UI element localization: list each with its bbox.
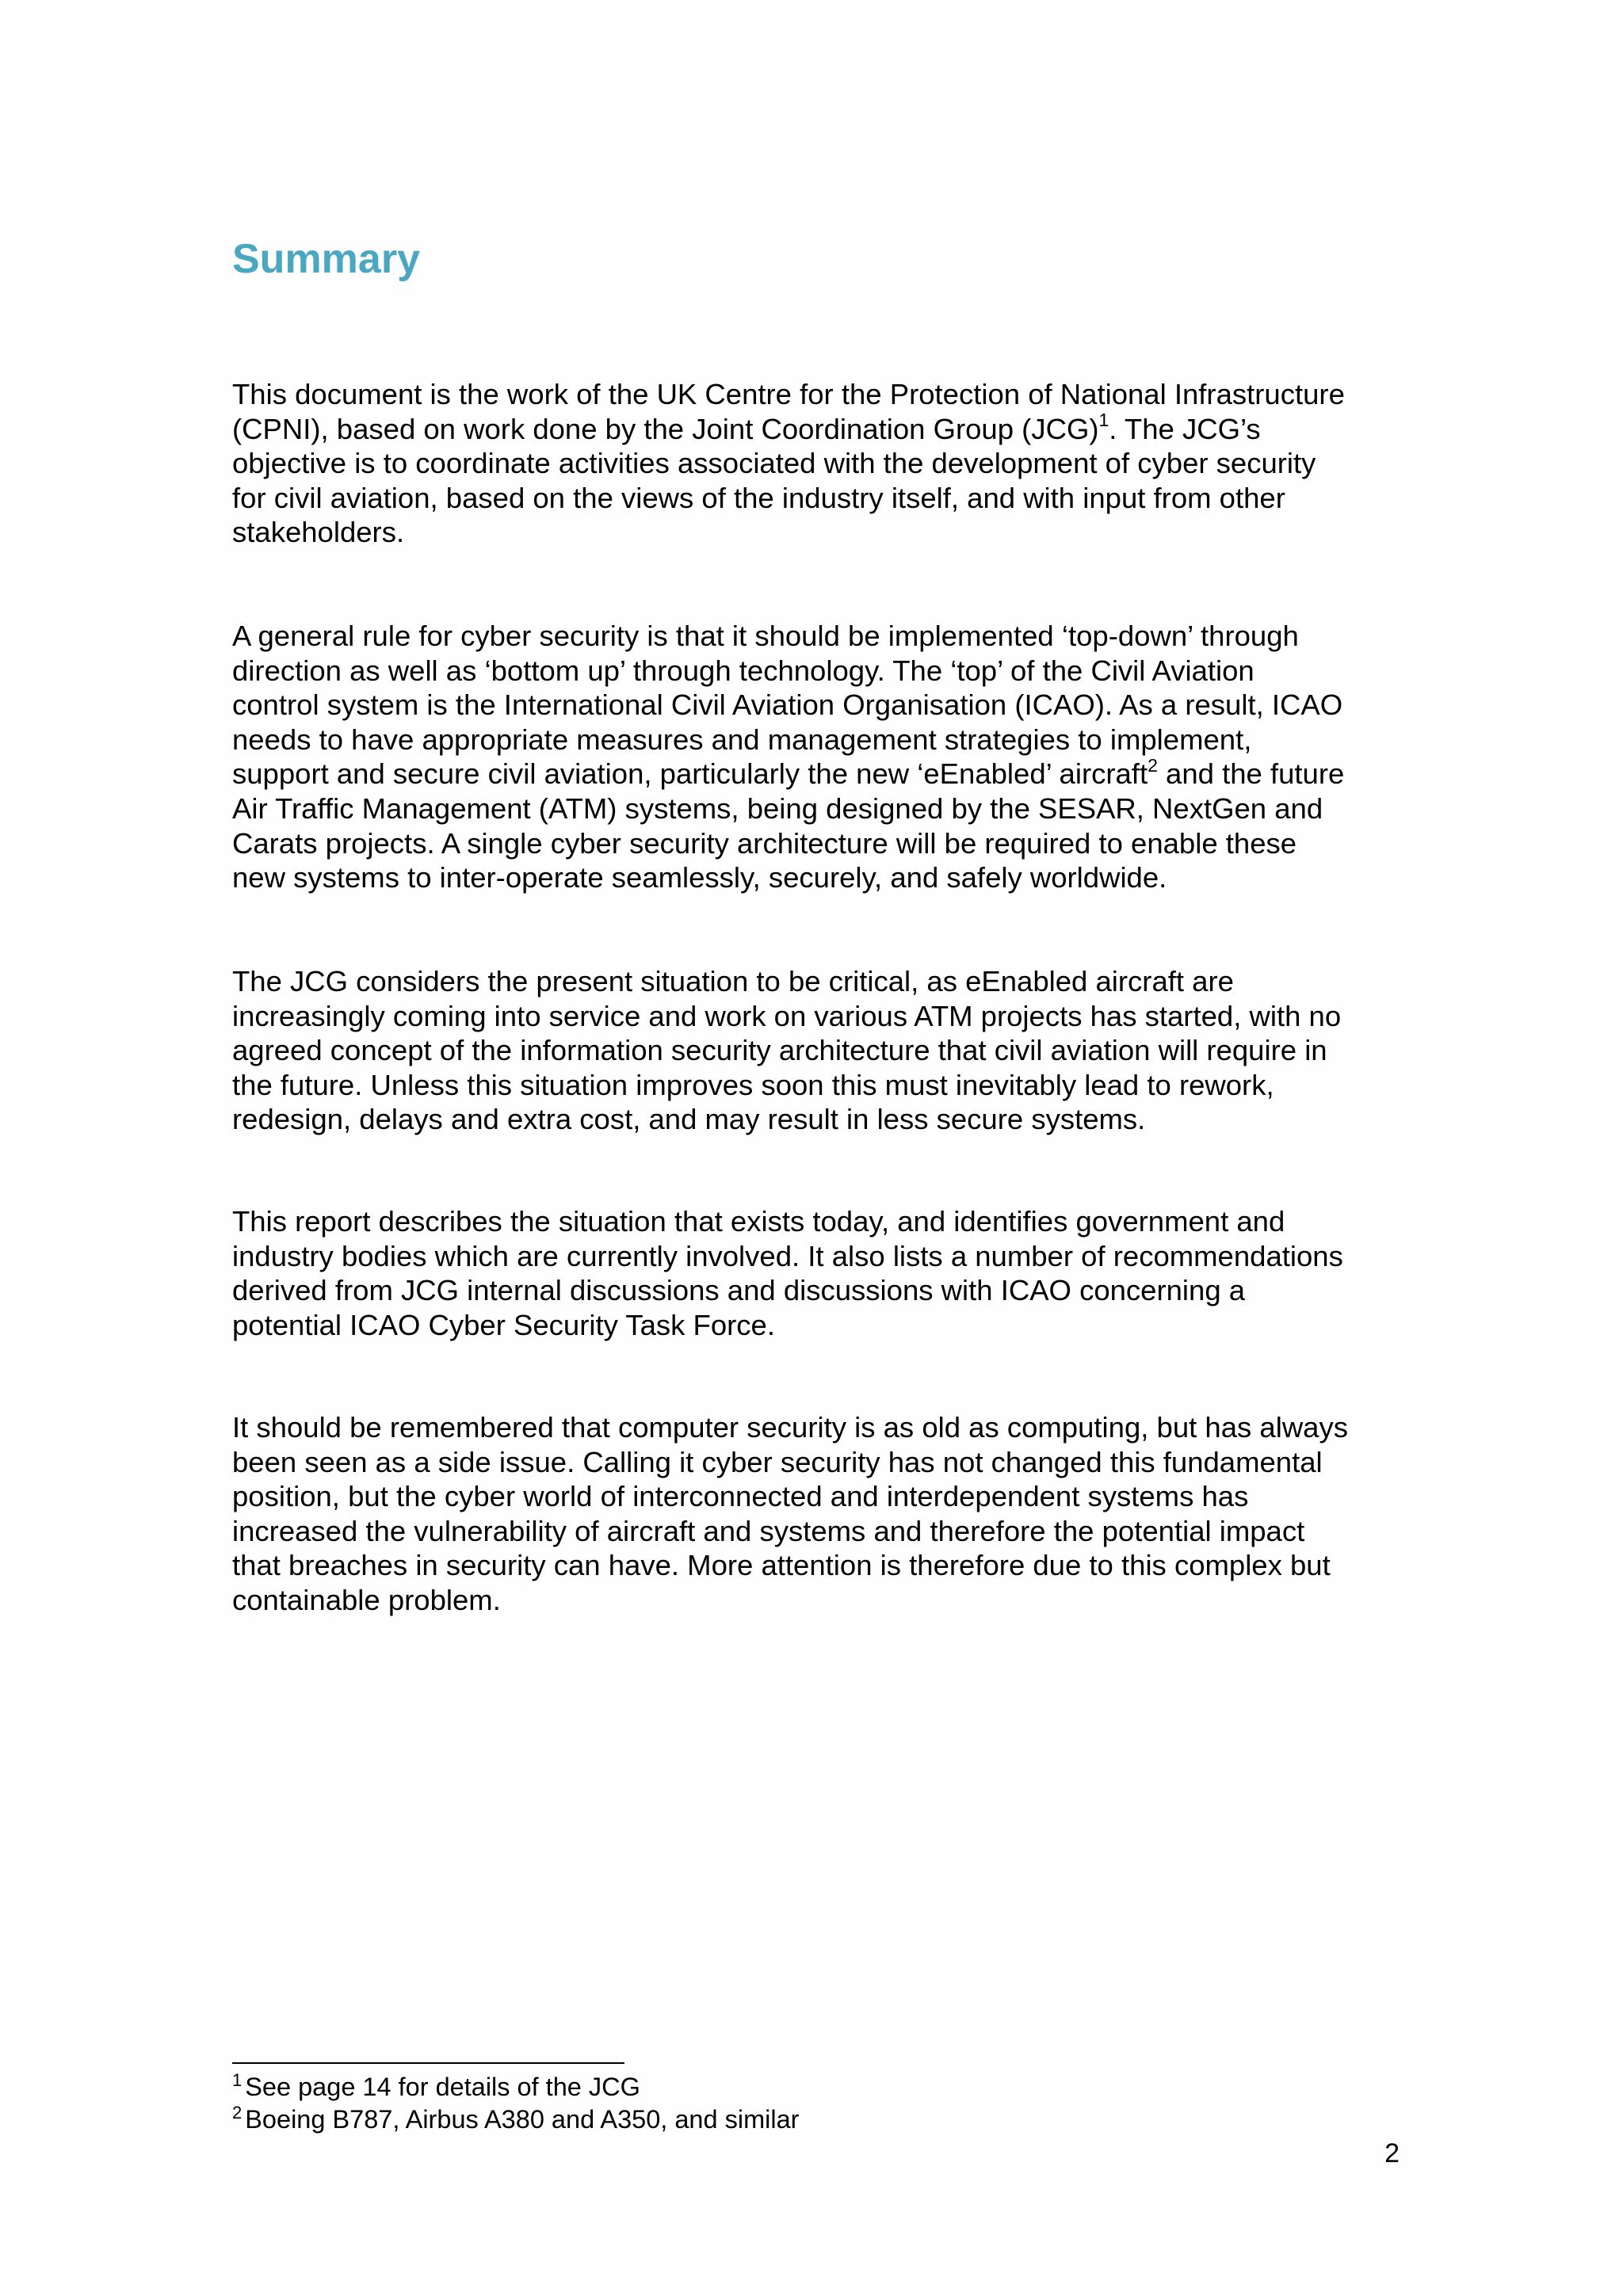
paragraph-line-tail: . The JCG’s [1109,412,1261,445]
paragraph-5 [232,1410,1397,1618]
paragraph-line [232,757,1397,791]
paragraph-1 [232,377,1397,550]
paragraph-line: The JCG considers the present situation to be critical, as eEnabled aircraft are [232,965,1234,997]
footnote-1 [232,2071,800,2103]
paragraph-line: for civil aviation, based on the views of the industry itself, and with input from other [232,481,1285,514]
footnote-text: Boeing B787, Airbus A380 and A350, and similar [245,2105,800,2134]
paragraph-line: A general rule for cyber security is that it should be implemented ‘top-down’ through [232,620,1299,652]
paragraph-line: position, but the cyber world of interconnected and interdependent systems has [232,1480,1249,1513]
paragraph-line: industry bodies which are currently involved. It also lists a number of recommendations [232,1239,1343,1272]
section-heading: Summary [232,236,420,282]
footnote-reference[interactable]: 1 [1098,410,1109,431]
paragraph-line: new systems to inter-operate seamlessly, securely, and safely worldwide. [232,861,1167,894]
paragraph-line: that breaches in security can have. More attention is therefore due to this complex but [232,1549,1331,1582]
paragraph-line: needs to have appropriate measures and management strategies to implement, [232,723,1252,756]
paragraph-line: potential ICAO Cyber Security Task Force. [232,1308,775,1341]
paragraph-line: This document is the work of the UK Centre for the Protection of National Infrastructure [232,378,1345,410]
paragraph-line: direction as well as ‘bottom up’ through technology. The ‘top’ of the Civil Aviation [232,654,1254,687]
paragraph-line-text: (CPNI), based on work done by the Joint Coordination Group (JCG) [232,412,1099,445]
paragraph-line: the future. Unless this situation improves soon this must inevitably lead to rework, [232,1068,1274,1101]
footnote-number: 2 [232,2103,242,2123]
paragraph-line-tail: and the future [1157,757,1345,791]
paragraph-line: redesign, delays and extra cost, and may result in less secure systems. [232,1103,1146,1136]
paragraph-2 [232,619,1397,895]
footnote-separator [232,2062,624,2064]
paragraph-line: Carats projects. A single cyber security architecture will be required to enable these [232,826,1297,860]
paragraph-line: Air Traffic Management (ATM) systems, being designed by the SESAR, NextGen and [232,791,1323,825]
page-number: 2 [1384,2138,1400,2168]
footnote-reference[interactable]: 2 [1148,755,1158,776]
paragraph-line: been seen as a side issue. Calling it cyber security has not changed this fundamental [232,1445,1323,1478]
paragraph-line: increasingly coming into service and work on various ATM projects has started, with no [232,999,1342,1032]
footnote-number: 1 [232,2070,242,2091]
footnote-2 [232,2103,800,2136]
paragraph-line: agreed concept of the information security architecture that civil aviation will require in [232,1034,1327,1067]
paragraph-line: containable problem. [232,1583,501,1616]
footnote-text: See page 14 for details of the JCG [245,2073,640,2101]
paragraph-line: control system is the International Civil Aviation Organisation (ICAO). As a result, ICAO [232,688,1343,722]
paragraph-line: objective is to coordinate activities associated with the development of cyber security [232,447,1316,480]
footnotes [232,2071,800,2136]
paragraph-line-text: support and secure civil aviation, particularly the new ‘eEnabled’ aircraft [232,757,1148,791]
paragraph-line: This report describes the situation that exists today, and identifies government and [232,1205,1285,1238]
paragraph-line: derived from JCG internal discussions and discussions with ICAO concerning a [232,1274,1246,1307]
paragraph-line: stakeholders. [232,516,405,549]
paragraph-line: increased the vulnerability of aircraft and systems and therefore the potential impact [232,1514,1305,1547]
paragraph-line [232,412,1397,447]
paragraph-4 [232,1204,1397,1342]
paragraph-3 [232,964,1397,1137]
paragraph-line: It should be remembered that computer security is as old as computing, but has always [232,1411,1348,1444]
